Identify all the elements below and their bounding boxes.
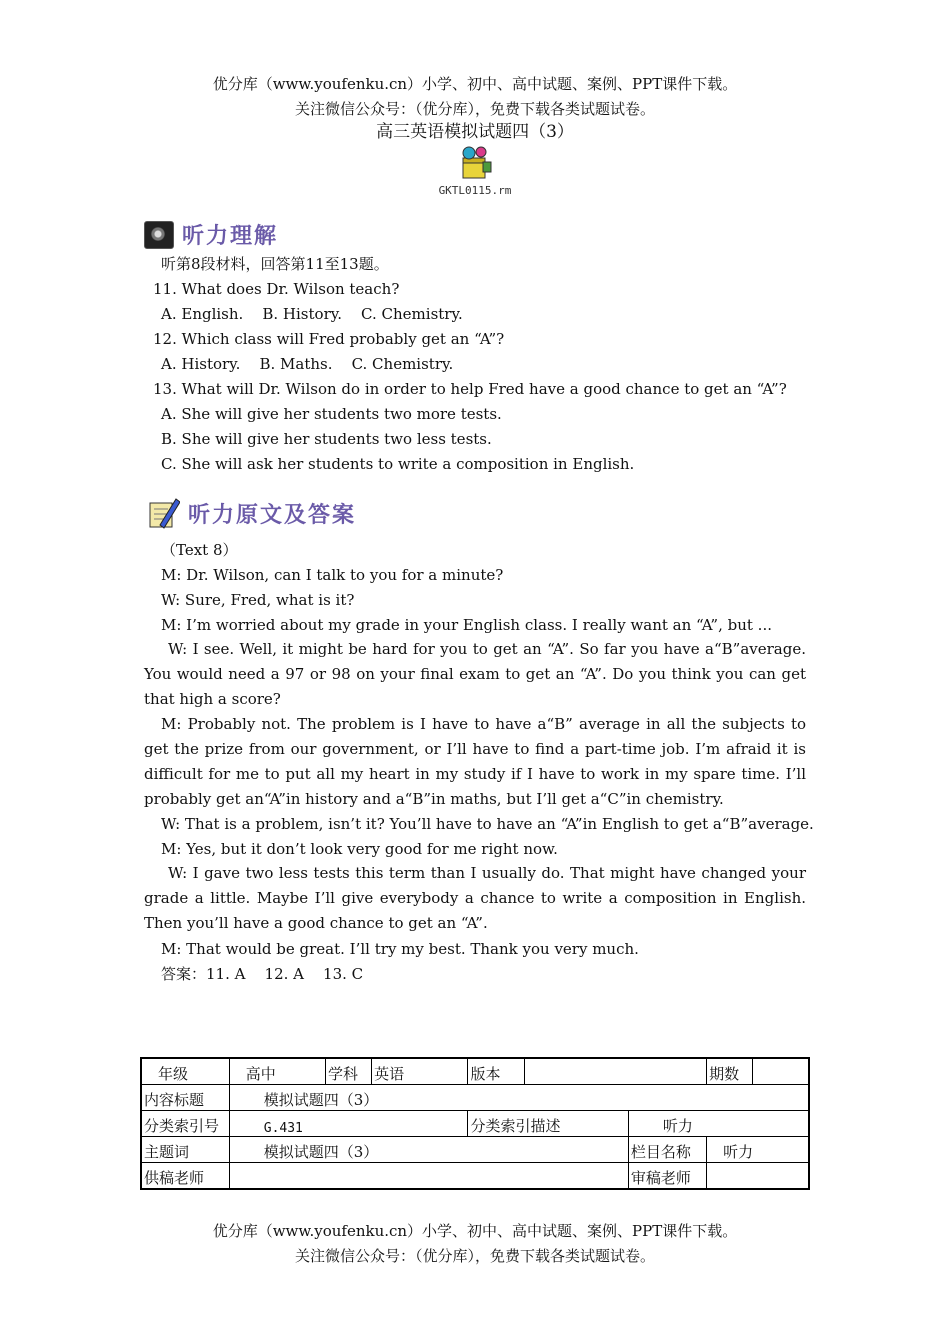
- answer-key: 答案：11. A 12. A 13. C: [161, 965, 364, 983]
- dialogue-line-2: W: Sure, Fred, what is it?: [161, 591, 355, 609]
- keyword-value: 模拟试题四（3）: [229, 1137, 628, 1163]
- attachment-filename[interactable]: GKTL0115.rm: [438, 184, 512, 197]
- header-line-1: 优分库（www.youfenku.cn）小学、初中、高中试题、案例、PPT课件下载。: [212, 75, 738, 93]
- question-12-options: A. History. B. Maths. C. Chemistry.: [161, 355, 454, 373]
- edition-value: [524, 1058, 707, 1085]
- multimedia-file-icon[interactable]: [457, 144, 493, 182]
- transcript-banner-label: 听力原文及答案: [188, 502, 357, 528]
- listening-banner-label: 听力理解: [182, 224, 279, 249]
- edition-label: 版本: [468, 1058, 524, 1085]
- dialogue-line-6: W: That is a problem, isn’t it? You’ll have to have an “A”in English to get a“B”average.: [161, 815, 814, 833]
- page-title: 高三英语模拟试题四（3）: [376, 122, 574, 142]
- column-value: 听力: [707, 1137, 809, 1163]
- question-13-option-a: A. She will give her students two more tests.: [161, 405, 502, 423]
- reviewer-label: 审稿老师: [628, 1163, 706, 1190]
- question-13-option-c: C. She will ask her students to write a composition in English.: [161, 455, 635, 473]
- content-title-label: 内容标题: [141, 1085, 229, 1111]
- question-12: 12. Which class will Fred probably get an “A”?: [153, 330, 505, 348]
- index-no-value: G.431: [229, 1111, 468, 1137]
- question-13-option-b: B. She will give her students two less tests.: [161, 430, 492, 448]
- dialogue-line-1: M: Dr. Wilson, can I talk to you for a minute?: [161, 566, 504, 584]
- question-13: 13. What will Dr. Wilson do in order to help Fred have a good chance to get an “A”?: [153, 380, 787, 398]
- dialogue-line-9: M: That would be great. I’ll try my best. Thank you very much.: [161, 940, 639, 958]
- section-intro: 听第8段材料，回答第11至13题。: [161, 255, 389, 273]
- transcript-banner: [146, 495, 356, 531]
- content-title-value: 模拟试题四（3）: [229, 1085, 809, 1111]
- index-desc-value: 听力: [628, 1111, 809, 1137]
- reviewer-value: [707, 1163, 809, 1190]
- grade-value: 高中: [229, 1058, 325, 1085]
- grade-label: 年级: [141, 1058, 229, 1085]
- dialogue-line-3: M: I’m worried about my grade in your English class. I really want an “A”, but ...: [161, 616, 772, 634]
- table-row: [141, 1058, 809, 1085]
- question-11: 11. What does Dr. Wilson teach?: [153, 280, 400, 298]
- index-no-label: 分类索引号: [141, 1111, 229, 1137]
- info-table: [140, 1057, 810, 1190]
- issue-value: [753, 1058, 809, 1085]
- table-row: [141, 1137, 809, 1163]
- header-line-2: 关注微信公众号：（优分库），免费下载各类试题试卷。: [294, 100, 655, 118]
- keyword-label: 主题词: [141, 1137, 229, 1163]
- footer-line-2: 关注微信公众号：（优分库），免费下载各类试题试卷。: [294, 1247, 655, 1265]
- footer-line-1: 优分库（www.youfenku.cn）小学、初中、高中试题、案例、PPT课件下载。: [212, 1222, 738, 1240]
- subject-value: 英语: [372, 1058, 468, 1085]
- text-label: （Text 8）: [161, 541, 238, 559]
- dialogue-line-5: M: Probably not. The problem is I have to have a“B” average in all the subjects to get the prize from our government, or I’ll have to find a part-time job. I’m afraid it is difficult for me to put all my heart in my study if I have to work in my spare time. I’ll probably get an“A”in history and a“B”in maths, but I’ll get a“C”in chemistry.: [144, 715, 806, 808]
- dialogue-line-4: W: I see. Well, it might be hard for you to get an “A”. So far you have a“B”average. You would need a 97 or 98 on your final exam to get an “A”. Do you think you can get that high a score?: [144, 640, 806, 708]
- dialogue-line-7: M: Yes, but it don’t look very good for me right now.: [161, 840, 558, 858]
- column-label: 栏目名称: [628, 1137, 706, 1163]
- question-11-options: A. English. B. History. C. Chemistry.: [161, 305, 463, 323]
- speaker-icon: [144, 221, 174, 249]
- contributor-value: [229, 1163, 628, 1190]
- index-desc-label: 分类索引描述: [468, 1111, 628, 1137]
- issue-label: 期数: [707, 1058, 753, 1085]
- subject-label: 学科: [326, 1058, 372, 1085]
- table-row: [141, 1085, 809, 1111]
- contributor-label: 供稿老师: [141, 1163, 229, 1190]
- table-row: [141, 1111, 809, 1137]
- pen-paper-icon: [146, 495, 180, 531]
- dialogue-line-8: W: I gave two less tests this term than I usually do. That might have changed your grade a little. Maybe I’ll give everybody a chance to write a composition in English. Then you’ll have a good chance to get an “A”.: [144, 864, 806, 932]
- table-row: [141, 1163, 809, 1190]
- listening-banner: [144, 219, 278, 250]
